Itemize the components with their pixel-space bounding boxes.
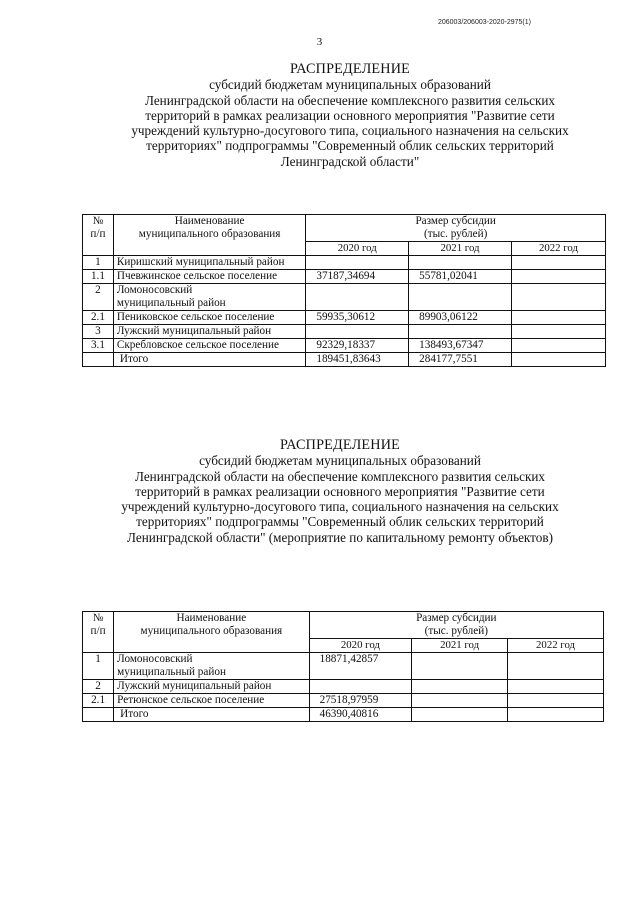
row-num: 3: [83, 325, 114, 339]
header-num-line: п/п: [90, 228, 106, 240]
document-id: 206003/206003-2020-2975(1): [437, 19, 531, 26]
section2-line: Ленинградской области" (мероприятие по капитальному ремонту объектов): [127, 529, 553, 545]
header-size-line: Размер субсидии: [416, 612, 497, 624]
row-num: 2.1: [83, 694, 114, 708]
total-label: Итого: [114, 708, 309, 722]
value-2021: 89903,06122: [409, 311, 512, 325]
year-header: 2020 год: [309, 639, 412, 653]
section1-line: территорий в рамках реализации основного мероприятия "Развитие сети: [145, 107, 555, 123]
total-2020: 189451,83643: [306, 353, 409, 367]
total-2021: 284177,7551: [409, 353, 512, 367]
header-size: [309, 612, 603, 639]
value-2022: [511, 325, 605, 339]
year-header: 2022 год: [508, 639, 604, 653]
header-name: [114, 612, 309, 653]
table-row: [83, 270, 606, 284]
value-2022: [508, 694, 604, 708]
header-num-line: №: [92, 612, 104, 624]
table-row: [83, 256, 606, 270]
year-header: 2021 год: [412, 639, 508, 653]
total-row: [83, 353, 606, 367]
value-2021: [409, 284, 512, 311]
row-name: Ретюнское сельское поселение: [114, 694, 309, 708]
table-row: [83, 311, 606, 325]
header-size-line: (тыс. рублей): [424, 625, 488, 637]
section2-line: территориях" подпрограммы "Современный облик сельских территорий: [136, 514, 544, 530]
header-size-line: (тыс. рублей): [424, 228, 488, 240]
header-name: [113, 215, 305, 256]
section2-title: РАСПРЕДЕЛЕНИЕ: [279, 437, 401, 453]
row-num: 1.1: [83, 270, 114, 284]
header-num: [83, 612, 114, 653]
year-header: 2021 год: [409, 242, 512, 256]
value-2022: [511, 339, 605, 353]
table-row: [83, 284, 606, 311]
table-row: [83, 325, 606, 339]
row-name: Пениковское сельское поселение: [113, 311, 305, 325]
value-2021: [409, 256, 512, 270]
total-2021: [412, 708, 508, 722]
table-row: [83, 339, 606, 353]
header-num: [83, 215, 114, 256]
row-name: Лужский муниципальный район: [113, 325, 305, 339]
row-num: 1: [83, 256, 114, 270]
table-row: [83, 653, 604, 680]
value-2020: 18871,42857: [309, 653, 412, 680]
section2-line: учреждений культурно-досугового типа, социального назначения на сельских: [121, 499, 559, 515]
header-name-line: Наименование: [176, 612, 247, 624]
section2-line: субсидий бюджетам муниципальных образований: [199, 453, 481, 469]
section2-line: территорий в рамках реализации основного мероприятия "Развитие сети: [135, 483, 545, 499]
header-size-line: Размер субсидии: [415, 215, 496, 227]
row-num: 1: [83, 653, 114, 680]
row-name-line: муниципальный район: [117, 666, 226, 678]
value-2022: [508, 680, 604, 694]
value-2021: 55781,02041: [409, 270, 512, 284]
section2-heading: [60, 438, 620, 545]
value-2020: 92329,18337: [306, 339, 409, 353]
section1-line: субсидий бюджетам муниципальных образований: [209, 77, 491, 93]
total-2020: 46390,40816: [309, 708, 412, 722]
page-number: 3: [316, 36, 323, 48]
value-2021: 138493,67347: [409, 339, 512, 353]
row-num: [83, 353, 114, 367]
section1-line: учреждений культурно-досугового типа, социального назначения на сельских: [131, 123, 569, 139]
value-2022: [508, 653, 604, 680]
subsidy-table-2: [82, 611, 604, 722]
row-name-line: Ломоносовский: [117, 653, 193, 665]
row-num: 3.1: [83, 339, 114, 353]
header-name-line: муниципального образования: [140, 625, 283, 637]
value-2022: [511, 311, 605, 325]
total-2022: [508, 708, 604, 722]
value-2020: [306, 325, 409, 339]
total-2022: [511, 353, 605, 367]
value-2021: [412, 694, 508, 708]
value-2020: 37187,34694: [306, 270, 409, 284]
row-name-line: Ломоносовский: [116, 284, 193, 296]
section1-line: Ленинградской области": [280, 153, 420, 169]
section1-heading: [80, 62, 620, 169]
row-num: 2: [83, 284, 114, 311]
row-num: 2.1: [83, 311, 114, 325]
total-row: [83, 708, 604, 722]
year-header: 2020 год: [306, 242, 409, 256]
section1-line: Ленинградской области на обеспечение комплексного развития сельских: [144, 92, 556, 108]
row-name-line: муниципальный район: [116, 297, 226, 309]
value-2020: 59935,30612: [306, 311, 409, 325]
value-2021: [409, 325, 512, 339]
row-name: Лужский муниципальный район: [114, 680, 309, 694]
value-2021: [412, 653, 508, 680]
header-size: [306, 215, 606, 242]
value-2022: [511, 284, 605, 311]
row-name: [114, 653, 309, 680]
value-2022: [511, 270, 605, 284]
year-header: 2022 год: [511, 242, 605, 256]
table-row: [83, 694, 604, 708]
header-num-line: №: [92, 215, 104, 227]
row-num: 2: [83, 680, 114, 694]
row-name: Скребловское сельское поселение: [113, 339, 305, 353]
row-name: Киришский муниципальный район: [113, 256, 305, 270]
section2-line: Ленинградской области на обеспечение комплексного развития сельских: [134, 468, 546, 484]
row-name: Пчевжинское сельское поселение: [113, 270, 305, 284]
header-name-line: Наименование: [174, 215, 245, 227]
value-2021: [412, 680, 508, 694]
header-name-line: муниципального образования: [138, 228, 281, 240]
header-num-line: п/п: [90, 625, 106, 637]
subsidy-table-1: [82, 214, 606, 367]
section1-title: РАСПРЕДЕЛЕНИЕ: [289, 61, 411, 77]
section1-line: территориях" подпрограммы "Современный облик сельских территорий: [146, 138, 554, 154]
table-row: [83, 680, 604, 694]
value-2022: [511, 256, 605, 270]
value-2020: [306, 256, 409, 270]
total-label: Итого: [113, 353, 305, 367]
row-num: [83, 708, 114, 722]
value-2020: [309, 680, 412, 694]
row-name: [113, 284, 305, 311]
value-2020: [306, 284, 409, 311]
value-2020: 27518,97959: [309, 694, 412, 708]
